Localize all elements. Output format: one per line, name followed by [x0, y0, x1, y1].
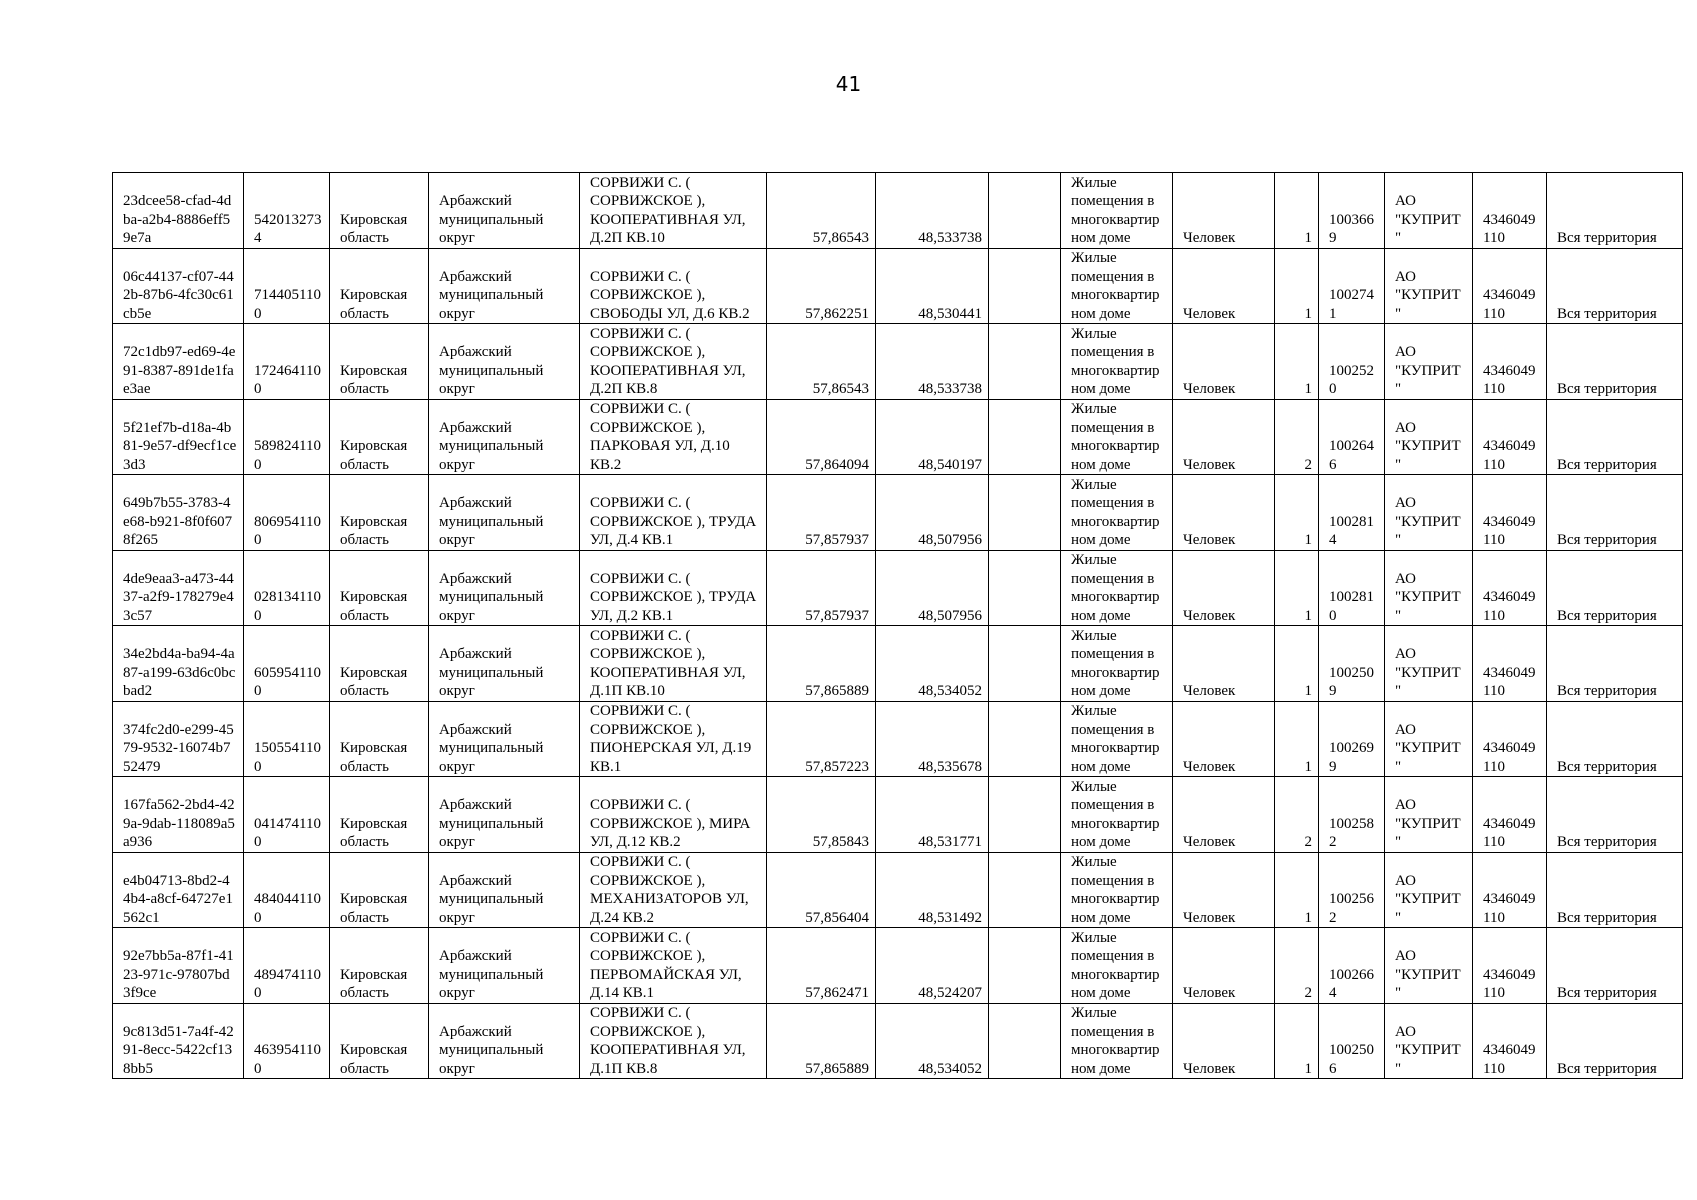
object-code: 4639541100	[244, 1003, 330, 1079]
table-row	[113, 475, 1683, 551]
unit: Человек	[1173, 777, 1275, 853]
unit: Человек	[1173, 928, 1275, 1004]
unit: Человек	[1173, 248, 1275, 324]
classifier-code: 1002664	[1319, 928, 1385, 1004]
organization: АО "КУПРИТ"	[1385, 475, 1473, 551]
classifier-code: 1002810	[1319, 550, 1385, 626]
empty-cell	[989, 777, 1061, 853]
quantity: 1	[1275, 550, 1319, 626]
district: Арбажский муниципальный округ	[429, 777, 580, 853]
quantity: 1	[1275, 248, 1319, 324]
territory: Вся территория	[1547, 928, 1683, 1004]
region: Кировская область	[330, 701, 429, 777]
object-type: Жилые помещения в многоквартирном доме	[1061, 173, 1173, 249]
region: Кировская область	[330, 1003, 429, 1079]
inn: 4346049110	[1473, 550, 1547, 626]
latitude: 57,865889	[767, 626, 876, 702]
longitude: 48,535678	[876, 701, 989, 777]
latitude: 57,864094	[767, 399, 876, 475]
unit: Человек	[1173, 1003, 1275, 1079]
object-code: 8069541100	[244, 475, 330, 551]
latitude: 57,857937	[767, 550, 876, 626]
page-number: 41	[835, 72, 862, 96]
inn: 4346049110	[1473, 399, 1547, 475]
district: Арбажский муниципальный округ	[429, 928, 580, 1004]
object-type: Жилые помещения в многоквартирном доме	[1061, 399, 1173, 475]
record-id: 5f21ef7b-d18a-4b81-9e57-df9ecf1ce3d3	[113, 399, 244, 475]
latitude: 57,857937	[767, 475, 876, 551]
table-row	[113, 777, 1683, 853]
region: Кировская область	[330, 777, 429, 853]
unit: Человек	[1173, 852, 1275, 928]
longitude: 48,507956	[876, 475, 989, 551]
table-row	[113, 550, 1683, 626]
object-code: 1505541100	[244, 701, 330, 777]
object-code: 4894741100	[244, 928, 330, 1004]
inn: 4346049110	[1473, 475, 1547, 551]
address: СОРВИЖИ С. ( СОРВИЖСКОЕ ), КООПЕРАТИВНАЯ УЛ, Д.2П КВ.10	[580, 173, 767, 249]
quantity: 1	[1275, 1003, 1319, 1079]
empty-cell	[989, 324, 1061, 400]
district: Арбажский муниципальный округ	[429, 248, 580, 324]
empty-cell	[989, 852, 1061, 928]
longitude: 48,533738	[876, 324, 989, 400]
object-type: Жилые помещения в многоквартирном доме	[1061, 1003, 1173, 1079]
quantity: 1	[1275, 475, 1319, 551]
quantity: 2	[1275, 928, 1319, 1004]
organization: АО "КУПРИТ"	[1385, 173, 1473, 249]
address: СОРВИЖИ С. ( СОРВИЖСКОЕ ), КООПЕРАТИВНАЯ УЛ, Д.1П КВ.8	[580, 1003, 767, 1079]
inn: 4346049110	[1473, 626, 1547, 702]
organization: АО "КУПРИТ"	[1385, 626, 1473, 702]
latitude: 57,865889	[767, 1003, 876, 1079]
quantity: 1	[1275, 324, 1319, 400]
object-code: 7144051100	[244, 248, 330, 324]
table-row	[113, 928, 1683, 1004]
address: СОРВИЖИ С. ( СОРВИЖСКОЕ ), ПИОНЕРСКАЯ УЛ, Д.19 КВ.1	[580, 701, 767, 777]
longitude: 48,531492	[876, 852, 989, 928]
territory: Вся территория	[1547, 324, 1683, 400]
inn: 4346049110	[1473, 777, 1547, 853]
classifier-code: 1002520	[1319, 324, 1385, 400]
table-row	[113, 626, 1683, 702]
organization: АО "КУПРИТ"	[1385, 852, 1473, 928]
territory: Вся территория	[1547, 701, 1683, 777]
region: Кировская область	[330, 173, 429, 249]
longitude: 48,534052	[876, 1003, 989, 1079]
table-row	[113, 173, 1683, 249]
unit: Человек	[1173, 324, 1275, 400]
object-code: 4840441100	[244, 852, 330, 928]
district: Арбажский муниципальный округ	[429, 852, 580, 928]
record-id: 23dcee58-cfad-4dba-a2b4-8886eff59e7a	[113, 173, 244, 249]
classifier-code: 1003669	[1319, 173, 1385, 249]
table-row	[113, 1003, 1683, 1079]
quantity: 1	[1275, 852, 1319, 928]
empty-cell	[989, 475, 1061, 551]
empty-cell	[989, 550, 1061, 626]
district: Арбажский муниципальный округ	[429, 475, 580, 551]
empty-cell	[989, 173, 1061, 249]
classifier-code: 1002814	[1319, 475, 1385, 551]
longitude: 48,540197	[876, 399, 989, 475]
district: Арбажский муниципальный округ	[429, 1003, 580, 1079]
territory: Вся территория	[1547, 852, 1683, 928]
unit: Человек	[1173, 626, 1275, 702]
empty-cell	[989, 248, 1061, 324]
classifier-code: 1002509	[1319, 626, 1385, 702]
unit: Человек	[1173, 475, 1275, 551]
district: Арбажский муниципальный округ	[429, 173, 580, 249]
inn: 4346049110	[1473, 852, 1547, 928]
table-row	[113, 701, 1683, 777]
classifier-code: 1002506	[1319, 1003, 1385, 1079]
classifier-code: 1002741	[1319, 248, 1385, 324]
table-row	[113, 399, 1683, 475]
district: Арбажский муниципальный округ	[429, 550, 580, 626]
empty-cell	[989, 928, 1061, 1004]
district: Арбажский муниципальный округ	[429, 399, 580, 475]
record-id: 374fc2d0-e299-4579-9532-16074b752479	[113, 701, 244, 777]
unit: Человек	[1173, 399, 1275, 475]
object-type: Жилые помещения в многоквартирном доме	[1061, 550, 1173, 626]
object-type: Жилые помещения в многоквартирном доме	[1061, 248, 1173, 324]
inn: 4346049110	[1473, 701, 1547, 777]
empty-cell	[989, 626, 1061, 702]
object-type: Жилые помещения в многоквартирном доме	[1061, 626, 1173, 702]
table-row	[113, 324, 1683, 400]
address: СОРВИЖИ С. ( СОРВИЖСКОЕ ), ТРУДА УЛ, Д.2 КВ.1	[580, 550, 767, 626]
region: Кировская область	[330, 248, 429, 324]
organization: АО "КУПРИТ"	[1385, 550, 1473, 626]
address: СОРВИЖИ С. ( СОРВИЖСКОЕ ), КООПЕРАТИВНАЯ УЛ, Д.2П КВ.8	[580, 324, 767, 400]
territory: Вся территория	[1547, 550, 1683, 626]
district: Арбажский муниципальный округ	[429, 324, 580, 400]
region: Кировская область	[330, 399, 429, 475]
longitude: 48,530441	[876, 248, 989, 324]
organization: АО "КУПРИТ"	[1385, 399, 1473, 475]
address: СОРВИЖИ С. ( СОРВИЖСКОЕ ), МЕХАНИЗАТОРОВ УЛ, Д.24 КВ.2	[580, 852, 767, 928]
classifier-code: 1002646	[1319, 399, 1385, 475]
address: СОРВИЖИ С. ( СОРВИЖСКОЕ ), КООПЕРАТИВНАЯ УЛ, Д.1П КВ.10	[580, 626, 767, 702]
organization: АО "КУПРИТ"	[1385, 701, 1473, 777]
longitude: 48,507956	[876, 550, 989, 626]
object-type: Жилые помещения в многоквартирном доме	[1061, 701, 1173, 777]
region: Кировская область	[330, 626, 429, 702]
organization: АО "КУПРИТ"	[1385, 928, 1473, 1004]
latitude: 57,862471	[767, 928, 876, 1004]
unit: Человек	[1173, 550, 1275, 626]
empty-cell	[989, 1003, 1061, 1079]
object-type: Жилые помещения в многоквартирном доме	[1061, 928, 1173, 1004]
territory: Вся территория	[1547, 248, 1683, 324]
address: СОРВИЖИ С. ( СОРВИЖСКОЕ ), ПЕРВОМАЙСКАЯ УЛ, Д.14 КВ.1	[580, 928, 767, 1004]
longitude: 48,531771	[876, 777, 989, 853]
record-id: 649b7b55-3783-4e68-b921-8f0f6078f265	[113, 475, 244, 551]
latitude: 57,856404	[767, 852, 876, 928]
address: СОРВИЖИ С. ( СОРВИЖСКОЕ ), СВОБОДЫ УЛ, Д.6 КВ.2	[580, 248, 767, 324]
region: Кировская область	[330, 324, 429, 400]
latitude: 57,857223	[767, 701, 876, 777]
record-id: 34e2bd4a-ba94-4a87-a199-63d6c0bcbad2	[113, 626, 244, 702]
territory: Вся территория	[1547, 626, 1683, 702]
record-id: 92e7bb5a-87f1-4123-971c-97807bd3f9ce	[113, 928, 244, 1004]
object-code: 0281341100	[244, 550, 330, 626]
record-id: 167fa562-2bd4-429a-9dab-118089a5a936	[113, 777, 244, 853]
registry-table	[112, 172, 1683, 1079]
object-code: 1724641100	[244, 324, 330, 400]
territory: Вся территория	[1547, 777, 1683, 853]
record-id: e4b04713-8bd2-44b4-a8cf-64727e1562c1	[113, 852, 244, 928]
latitude: 57,86543	[767, 173, 876, 249]
latitude: 57,86543	[767, 324, 876, 400]
quantity: 1	[1275, 701, 1319, 777]
inn: 4346049110	[1473, 928, 1547, 1004]
unit: Человек	[1173, 173, 1275, 249]
object-code: 5420132734	[244, 173, 330, 249]
district: Арбажский муниципальный округ	[429, 701, 580, 777]
object-type: Жилые помещения в многоквартирном доме	[1061, 475, 1173, 551]
address: СОРВИЖИ С. ( СОРВИЖСКОЕ ), МИРА УЛ, Д.12 КВ.2	[580, 777, 767, 853]
latitude: 57,85843	[767, 777, 876, 853]
inn: 4346049110	[1473, 248, 1547, 324]
territory: Вся территория	[1547, 475, 1683, 551]
latitude: 57,862251	[767, 248, 876, 324]
organization: АО "КУПРИТ"	[1385, 1003, 1473, 1079]
region: Кировская область	[330, 852, 429, 928]
classifier-code: 1002582	[1319, 777, 1385, 853]
inn: 4346049110	[1473, 173, 1547, 249]
address: СОРВИЖИ С. ( СОРВИЖСКОЕ ), ТРУДА УЛ, Д.4 КВ.1	[580, 475, 767, 551]
classifier-code: 1002562	[1319, 852, 1385, 928]
unit: Человек	[1173, 701, 1275, 777]
region: Кировская область	[330, 928, 429, 1004]
inn: 4346049110	[1473, 1003, 1547, 1079]
record-id: 4de9eaa3-a473-4437-a2f9-178279e43c57	[113, 550, 244, 626]
region: Кировская область	[330, 550, 429, 626]
district: Арбажский муниципальный округ	[429, 626, 580, 702]
table-row	[113, 852, 1683, 928]
longitude: 48,534052	[876, 626, 989, 702]
quantity: 2	[1275, 399, 1319, 475]
organization: АО "КУПРИТ"	[1385, 324, 1473, 400]
registry-rows	[113, 173, 1683, 1079]
quantity: 1	[1275, 173, 1319, 249]
record-id: 72c1db97-ed69-4e91-8387-891de1fae3ae	[113, 324, 244, 400]
address: СОРВИЖИ С. ( СОРВИЖСКОЕ ), ПАРКОВАЯ УЛ, Д.10 КВ.2	[580, 399, 767, 475]
table-row	[113, 248, 1683, 324]
empty-cell	[989, 399, 1061, 475]
longitude: 48,524207	[876, 928, 989, 1004]
territory: Вся территория	[1547, 399, 1683, 475]
object-type: Жилые помещения в многоквартирном доме	[1061, 852, 1173, 928]
classifier-code: 1002699	[1319, 701, 1385, 777]
territory: Вся территория	[1547, 173, 1683, 249]
organization: АО "КУПРИТ"	[1385, 248, 1473, 324]
object-type: Жилые помещения в многоквартирном доме	[1061, 324, 1173, 400]
organization: АО "КУПРИТ"	[1385, 777, 1473, 853]
territory: Вся территория	[1547, 1003, 1683, 1079]
record-id: 06c44137-cf07-442b-87b6-4fc30c61cb5e	[113, 248, 244, 324]
object-code: 5898241100	[244, 399, 330, 475]
longitude: 48,533738	[876, 173, 989, 249]
record-id: 9c813d51-7a4f-4291-8ecc-5422cf138bb5	[113, 1003, 244, 1079]
empty-cell	[989, 701, 1061, 777]
inn: 4346049110	[1473, 324, 1547, 400]
quantity: 1	[1275, 626, 1319, 702]
quantity: 2	[1275, 777, 1319, 853]
object-code: 6059541100	[244, 626, 330, 702]
region: Кировская область	[330, 475, 429, 551]
object-type: Жилые помещения в многоквартирном доме	[1061, 777, 1173, 853]
object-code: 0414741100	[244, 777, 330, 853]
